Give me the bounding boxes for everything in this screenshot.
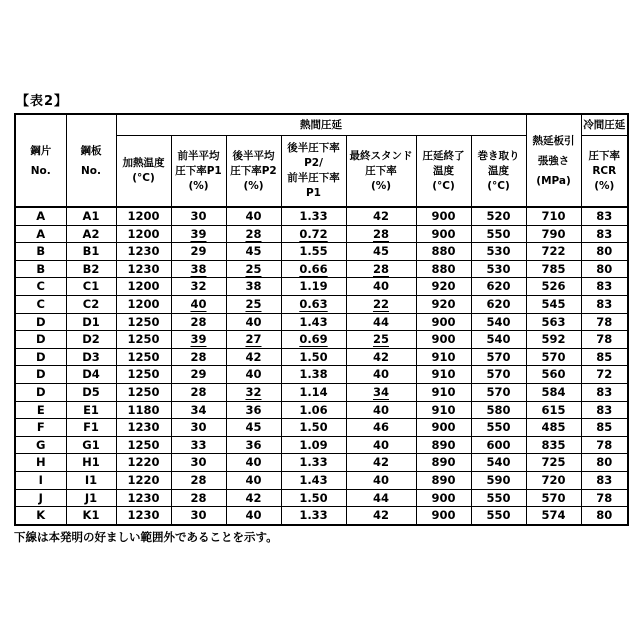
table-cell: 39: [171, 331, 226, 349]
table-cell: I: [15, 471, 66, 489]
table-cell: 40: [346, 471, 416, 489]
table-cell: 530: [471, 243, 526, 261]
table-cell: 584: [526, 383, 581, 401]
table-cell: 900: [416, 507, 471, 525]
table-cell: H1: [66, 454, 116, 472]
table-cell: 790: [526, 225, 581, 243]
table-cell: 1250: [116, 313, 171, 331]
table-cell: 1230: [116, 243, 171, 261]
table-row: [15, 243, 628, 261]
table-cell: 80: [581, 260, 628, 278]
table-cell: 563: [526, 313, 581, 331]
table-cell: 45: [226, 419, 281, 437]
table-row: [15, 507, 628, 525]
data-table: [14, 113, 629, 526]
underline-footnote: 下線は本発明の好ましい範囲外であることを示す。: [14, 529, 278, 544]
table-row: [15, 383, 628, 401]
table-row: [15, 295, 628, 313]
table-cell: 36: [226, 436, 281, 454]
table-cell: 1200: [116, 295, 171, 313]
table-cell: 0.66: [281, 260, 346, 278]
table-cell: 40: [226, 207, 281, 225]
table-cell: 620: [471, 295, 526, 313]
table-cell: 540: [471, 313, 526, 331]
col-header-coiling-temp: 巻き取り 温度 (°C): [471, 136, 526, 208]
table-cell: 1.14: [281, 383, 346, 401]
table-cell: 722: [526, 243, 581, 261]
table-cell: 1.50: [281, 348, 346, 366]
table-cell: 550: [471, 507, 526, 525]
table-cell: 78: [581, 436, 628, 454]
table-cell: C: [15, 295, 66, 313]
table-cell: 1220: [116, 471, 171, 489]
table-cell: 570: [471, 383, 526, 401]
table-cell: 890: [416, 454, 471, 472]
table-cell: 710: [526, 207, 581, 225]
table-cell: 25: [346, 331, 416, 349]
table-cell: 550: [471, 489, 526, 507]
table-cell: 890: [416, 471, 471, 489]
header-group-row: [15, 114, 628, 136]
table-cell: 36: [226, 401, 281, 419]
table-cell: 910: [416, 366, 471, 384]
table-cell: 530: [471, 260, 526, 278]
table-cell: 1230: [116, 260, 171, 278]
table-cell: G: [15, 436, 66, 454]
table-cell: 920: [416, 295, 471, 313]
table-cell: 1.19: [281, 278, 346, 296]
table-cell: J: [15, 489, 66, 507]
table-cell: 1230: [116, 419, 171, 437]
table-cell: D: [15, 331, 66, 349]
table-cell: 1.09: [281, 436, 346, 454]
table-cell: 29: [171, 366, 226, 384]
table-cell: 27: [226, 331, 281, 349]
table-cell: 1.38: [281, 366, 346, 384]
table-cell: 83: [581, 207, 628, 225]
table-cell: K: [15, 507, 66, 525]
table-cell: A2: [66, 225, 116, 243]
table-cell: 29: [171, 243, 226, 261]
table-cell: 545: [526, 295, 581, 313]
col-header-second-half-reduction: 後半平均 圧下率P2 (%): [226, 136, 281, 208]
table-cell: 570: [526, 489, 581, 507]
table-row: [15, 489, 628, 507]
table-cell: E: [15, 401, 66, 419]
table-cell: 80: [581, 507, 628, 525]
table-cell: 40: [346, 401, 416, 419]
table-cell: 38: [171, 260, 226, 278]
table-cell: F1: [66, 419, 116, 437]
table-cell: 540: [471, 454, 526, 472]
table-cell: 1.33: [281, 454, 346, 472]
table-cell: 1250: [116, 348, 171, 366]
table-cell: A1: [66, 207, 116, 225]
col-header-reduction-ratio: 後半圧下率 P2/ 前半圧下率 P1: [281, 136, 346, 208]
col-header-cold-reduction-rcr: 圧下率 RCR (%): [581, 136, 628, 208]
table-cell: 39: [171, 225, 226, 243]
table-cell: 900: [416, 225, 471, 243]
table-cell: 28: [171, 471, 226, 489]
table-cell: 900: [416, 489, 471, 507]
table-cell: 40: [346, 366, 416, 384]
table-cell: 1200: [116, 278, 171, 296]
table-cell: D: [15, 383, 66, 401]
table-cell: 28: [346, 225, 416, 243]
table-cell: 30: [171, 507, 226, 525]
table-cell: 1.33: [281, 207, 346, 225]
table-cell: 785: [526, 260, 581, 278]
table-cell: 550: [471, 225, 526, 243]
table-cell: C1: [66, 278, 116, 296]
table-cell: 28: [171, 313, 226, 331]
table-cell: 78: [581, 331, 628, 349]
table-row: [15, 225, 628, 243]
table-cell: 590: [471, 471, 526, 489]
table-cell: 80: [581, 454, 628, 472]
table-cell: 570: [526, 348, 581, 366]
table-cell: A: [15, 207, 66, 225]
table-cell: 900: [416, 313, 471, 331]
col-header-finish-rolling-temp: 圧延終了 温度 (°C): [416, 136, 471, 208]
table-cell: 1.50: [281, 419, 346, 437]
table-cell: 725: [526, 454, 581, 472]
table-cell: 880: [416, 243, 471, 261]
table-cell: 42: [346, 454, 416, 472]
table-cell: 526: [526, 278, 581, 296]
table-cell: 900: [416, 207, 471, 225]
table-cell: 28: [171, 348, 226, 366]
table-cell: 1230: [116, 507, 171, 525]
table-cell: 45: [346, 243, 416, 261]
table-row: [15, 401, 628, 419]
table-cell: 560: [526, 366, 581, 384]
col-header-plate-no: 鋼板 No.: [66, 114, 116, 207]
table-row: [15, 436, 628, 454]
table-cell: 22: [346, 295, 416, 313]
table-row: [15, 419, 628, 437]
table-cell: 40: [226, 454, 281, 472]
table-cell: 85: [581, 419, 628, 437]
table-cell: 44: [346, 489, 416, 507]
table-cell: 40: [346, 436, 416, 454]
col-header-tensile-strength: 熱延板引 張強さ (MPa): [526, 114, 581, 207]
table-cell: E1: [66, 401, 116, 419]
table-cell: 600: [471, 436, 526, 454]
table-cell: B2: [66, 260, 116, 278]
table-cell: 1.06: [281, 401, 346, 419]
table-cell: 83: [581, 295, 628, 313]
table-cell: 900: [416, 419, 471, 437]
table-row: [15, 471, 628, 489]
table-cell: 25: [226, 260, 281, 278]
table-title: 【表2】: [16, 94, 69, 109]
table-cell: 46: [346, 419, 416, 437]
table-cell: 574: [526, 507, 581, 525]
table-cell: A: [15, 225, 66, 243]
table-cell: 910: [416, 383, 471, 401]
table-cell: 32: [171, 278, 226, 296]
table-cell: 34: [346, 383, 416, 401]
table-cell: 890: [416, 436, 471, 454]
group-header-cold-rolling: 冷間圧延: [581, 114, 628, 136]
table-cell: 40: [226, 366, 281, 384]
table-cell: 580: [471, 401, 526, 419]
table-cell: 30: [171, 419, 226, 437]
table-cell: D: [15, 313, 66, 331]
table-cell: 34: [171, 401, 226, 419]
col-header-final-stand-reduction: 最終スタンド 圧下率 (%): [346, 136, 416, 208]
table-cell: 1.55: [281, 243, 346, 261]
table-cell: 80: [581, 243, 628, 261]
table-cell: 900: [416, 331, 471, 349]
table-cell: 30: [171, 454, 226, 472]
table-cell: 42: [346, 507, 416, 525]
table-row: [15, 454, 628, 472]
table-cell: 32: [226, 383, 281, 401]
table-cell: 1180: [116, 401, 171, 419]
table-cell: D1: [66, 313, 116, 331]
table-body: [15, 207, 628, 525]
table-row: [15, 366, 628, 384]
table-cell: 83: [581, 383, 628, 401]
table-cell: 1220: [116, 454, 171, 472]
table-cell: 1250: [116, 366, 171, 384]
table-cell: 615: [526, 401, 581, 419]
table-cell: 550: [471, 419, 526, 437]
table-cell: 42: [346, 348, 416, 366]
table-cell: 83: [581, 225, 628, 243]
table-cell: 1.43: [281, 471, 346, 489]
table-cell: D4: [66, 366, 116, 384]
table-cell: 42: [226, 489, 281, 507]
table-row: [15, 348, 628, 366]
table-cell: 85: [581, 348, 628, 366]
table-cell: B: [15, 243, 66, 261]
table-cell: 45: [226, 243, 281, 261]
table-cell: 620: [471, 278, 526, 296]
table-cell: B1: [66, 243, 116, 261]
col-header-slab-no: 鋼片 No.: [15, 114, 66, 207]
table-cell: D: [15, 366, 66, 384]
table-row: [15, 207, 628, 225]
table-cell: 1230: [116, 489, 171, 507]
table-cell: F: [15, 419, 66, 437]
table-cell: 880: [416, 260, 471, 278]
table-cell: 570: [471, 348, 526, 366]
table-cell: 42: [226, 348, 281, 366]
table-cell: 83: [581, 471, 628, 489]
table-cell: 30: [171, 207, 226, 225]
col-header-heating-temp: 加熱温度 (°C): [116, 136, 171, 208]
table-cell: 1.43: [281, 313, 346, 331]
table-cell: 1250: [116, 331, 171, 349]
table-row: [15, 313, 628, 331]
table-cell: 0.69: [281, 331, 346, 349]
table-cell: 910: [416, 401, 471, 419]
table-cell: 520: [471, 207, 526, 225]
table-row: [15, 278, 628, 296]
table-row: [15, 331, 628, 349]
table-cell: 42: [346, 207, 416, 225]
table-cell: 485: [526, 419, 581, 437]
table-cell: G1: [66, 436, 116, 454]
table-cell: 78: [581, 313, 628, 331]
table-cell: 570: [471, 366, 526, 384]
table-cell: 540: [471, 331, 526, 349]
table-header: [15, 114, 628, 207]
table-row: [15, 260, 628, 278]
table-cell: 0.63: [281, 295, 346, 313]
table-cell: 83: [581, 278, 628, 296]
table-cell: 28: [346, 260, 416, 278]
table-cell: 1200: [116, 207, 171, 225]
table-cell: D3: [66, 348, 116, 366]
table-cell: 835: [526, 436, 581, 454]
table-cell: 78: [581, 489, 628, 507]
table-cell: 40: [226, 507, 281, 525]
table-cell: 1.33: [281, 507, 346, 525]
table-cell: 40: [226, 313, 281, 331]
table-cell: 1200: [116, 225, 171, 243]
table-cell: 920: [416, 278, 471, 296]
table-cell: D2: [66, 331, 116, 349]
table-cell: 1.50: [281, 489, 346, 507]
table-cell: 28: [226, 225, 281, 243]
table-cell: D5: [66, 383, 116, 401]
table-cell: 40: [226, 471, 281, 489]
table-cell: I1: [66, 471, 116, 489]
table-cell: D: [15, 348, 66, 366]
table-cell: 592: [526, 331, 581, 349]
table-cell: 0.72: [281, 225, 346, 243]
table-cell: 33: [171, 436, 226, 454]
table-cell: 72: [581, 366, 628, 384]
table-cell: 40: [171, 295, 226, 313]
col-header-first-half-reduction: 前半平均 圧下率P1 (%): [171, 136, 226, 208]
table-cell: B: [15, 260, 66, 278]
table-cell: C2: [66, 295, 116, 313]
group-header-hot-rolling: 熱間圧延: [116, 114, 526, 136]
table-cell: 38: [226, 278, 281, 296]
table-cell: C: [15, 278, 66, 296]
table-cell: 40: [346, 278, 416, 296]
table-cell: 44: [346, 313, 416, 331]
table-cell: J1: [66, 489, 116, 507]
table-cell: 910: [416, 348, 471, 366]
table-cell: H: [15, 454, 66, 472]
table-cell: 1250: [116, 383, 171, 401]
table-cell: 1250: [116, 436, 171, 454]
table-cell: 83: [581, 401, 628, 419]
table-cell: K1: [66, 507, 116, 525]
table-cell: 28: [171, 489, 226, 507]
table-cell: 25: [226, 295, 281, 313]
table-cell: 720: [526, 471, 581, 489]
table-cell: 28: [171, 383, 226, 401]
